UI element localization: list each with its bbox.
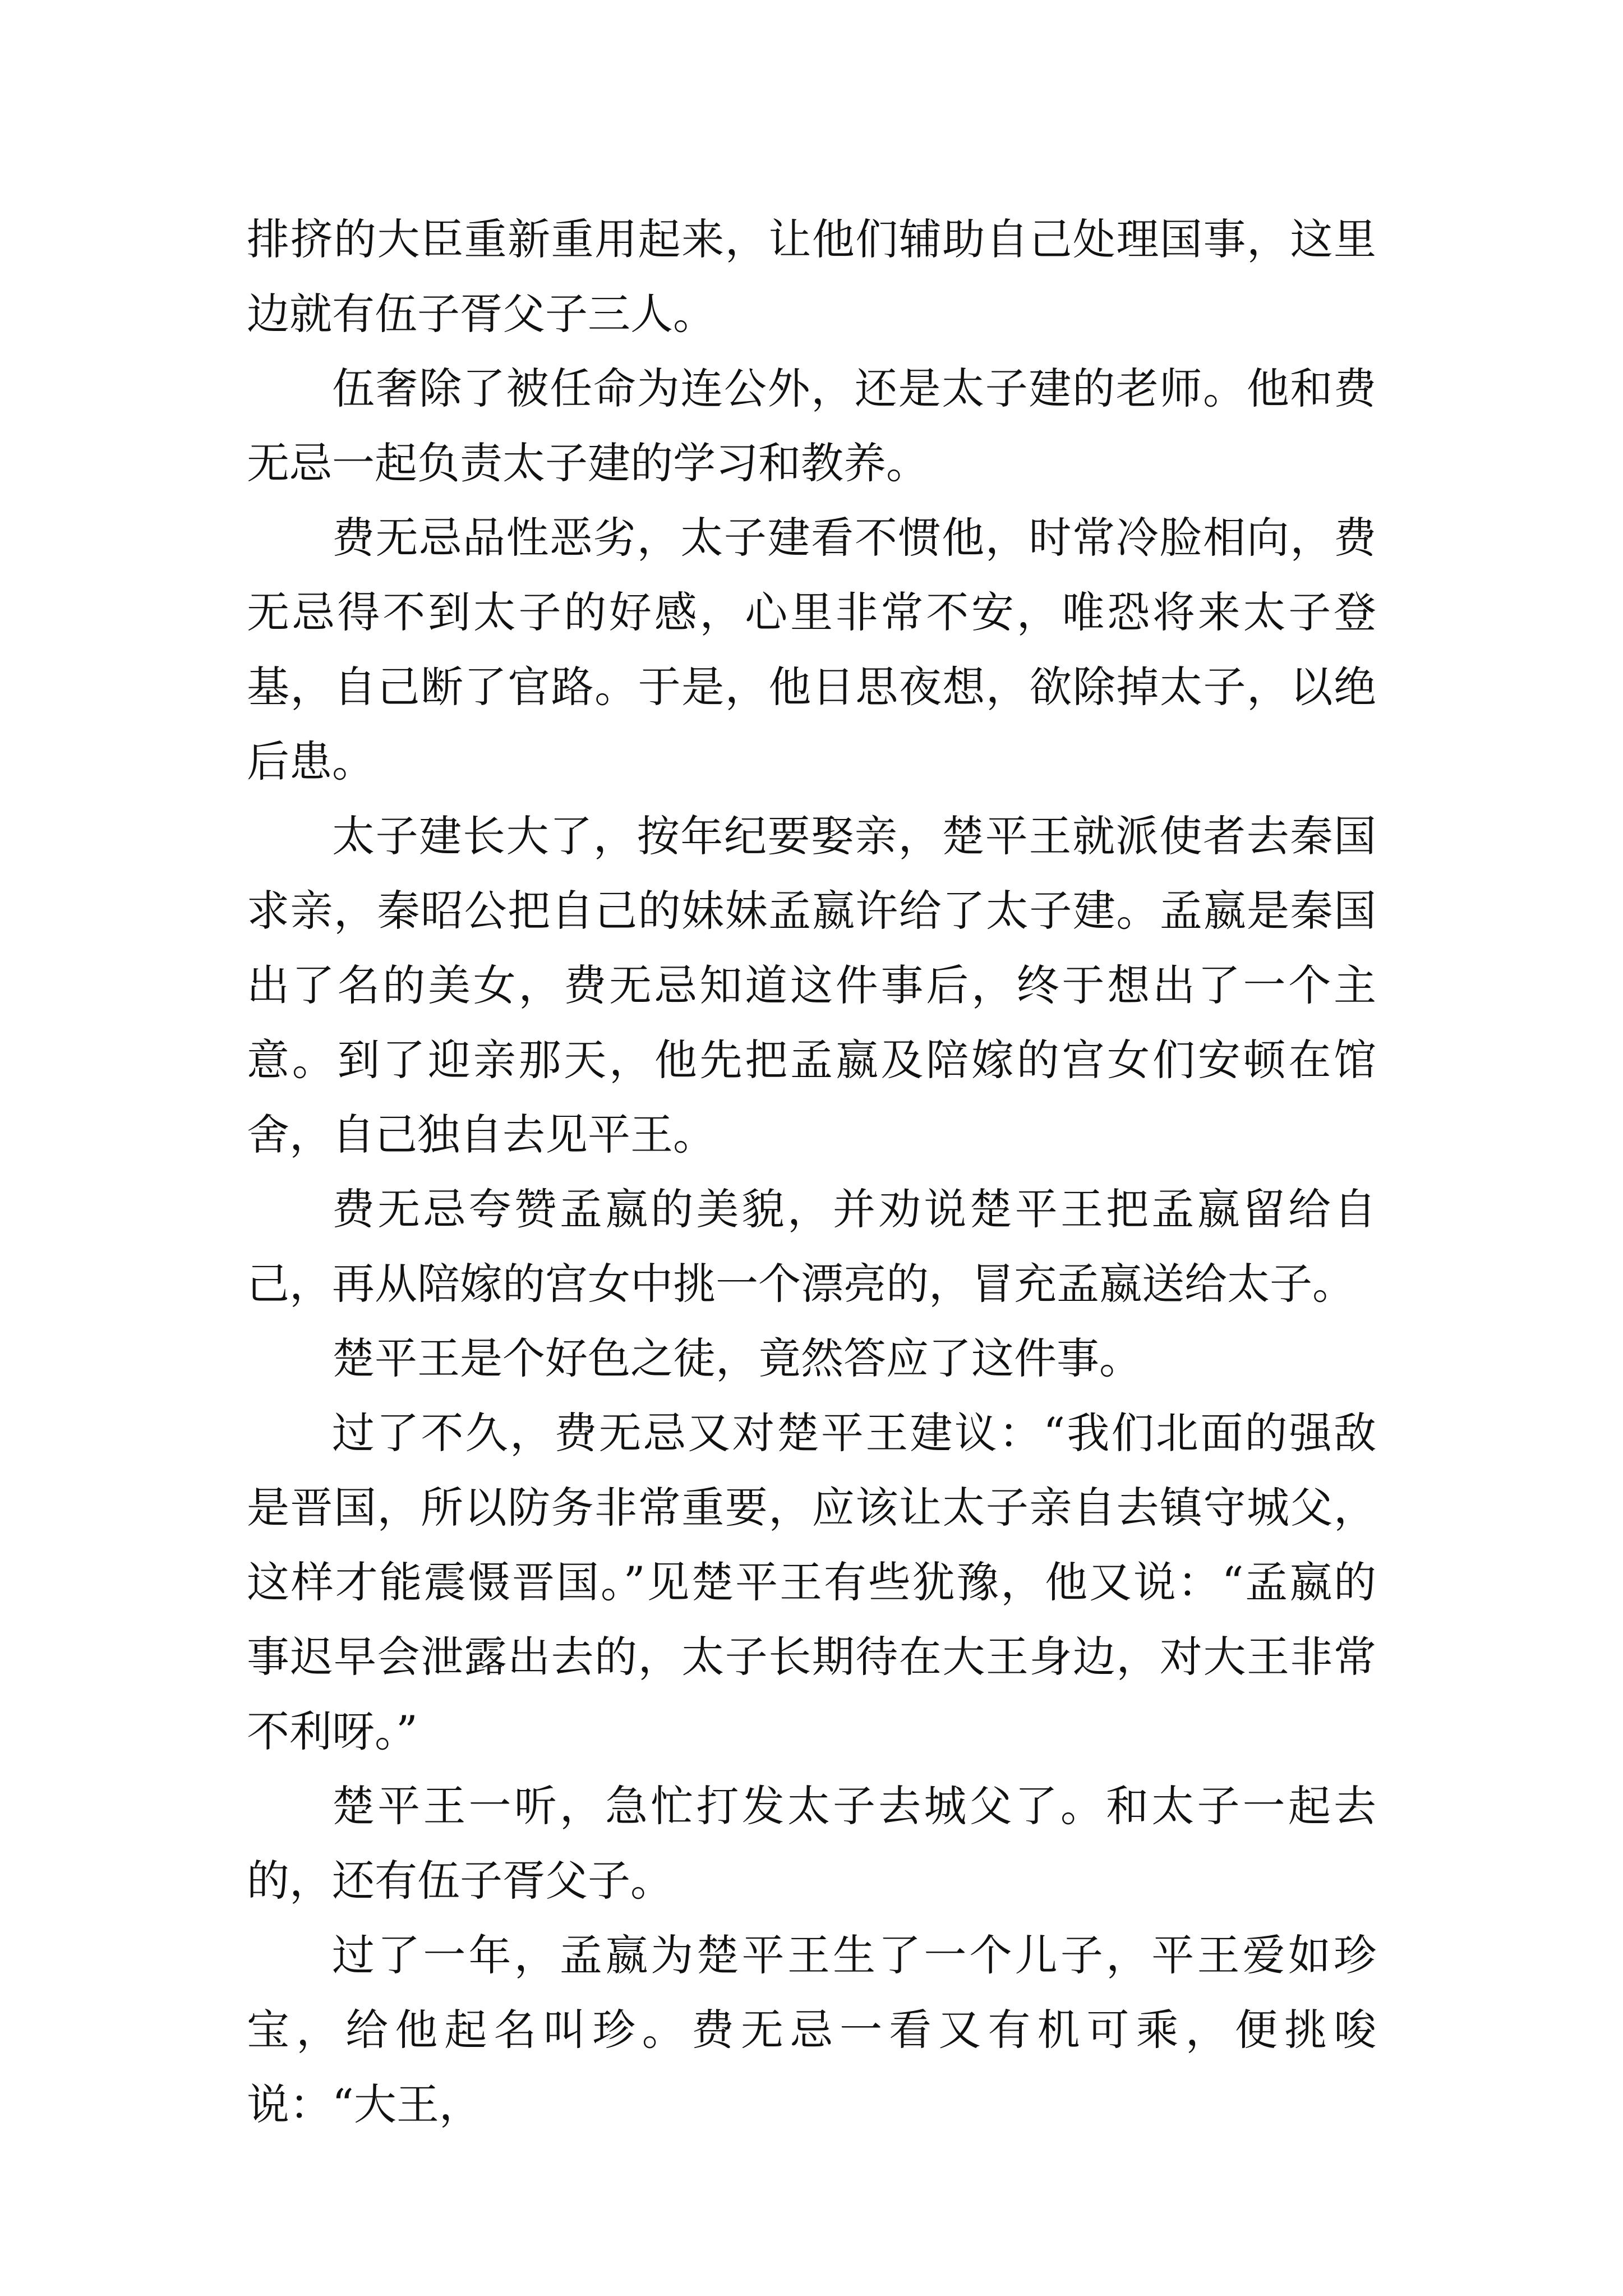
paragraph: 楚平王一听，急忙打发太子去城父了。和太子一起去的，还有伍子胥父子。 bbox=[247, 1781, 1376, 1906]
paragraph: 排挤的大臣重新重用起来，让他们辅助自己处理国事，这里边就有伍子胥父子三人。 bbox=[247, 214, 1376, 339]
paragraph: 费无忌品性恶劣，太子建看不惯他，时常冷脸相向，费无忌得不到太子的好感，心里非常不安，唯恐将来太子登基，自己断了官路。于是，他日思夜想，欲除掉太子，以绝后患。 bbox=[247, 513, 1376, 786]
paragraph: 过了不久，费无忌又对楚平王建议：“我们北面的强敌是晋国，所以防务非常重要，应该让太子亲自去镇守城父，这样才能震慑晋国。”见楚平王有些犹豫，他又说：“孟嬴的事迟早会泄露出去的，太子长期待在大王身边，对大王非常不利呀。” bbox=[247, 1408, 1376, 1756]
paragraph: 太子建长大了，按年纪要娶亲，楚平王就派使者去秦国求亲，秦昭公把自己的妹妹孟嬴许给了太子建。孟嬴是秦国出了名的美女，费无忌知道这件事后，终于想出了一个主意。到了迎亲那天，他先把孟嬴及陪嫁的宫女们安顿在馆舍，自己独自去见平王。 bbox=[247, 811, 1376, 1159]
body-text bbox=[247, 202, 1376, 2142]
paragraph: 伍奢除了被任命为连公外，还是太子建的老师。他和费无忌一起负责太子建的学习和教养。 bbox=[247, 364, 1376, 488]
paragraph: 费无忌夸赞孟嬴的美貌，并劝说楚平王把孟嬴留给自己，再从陪嫁的宫女中挑一个漂亮的，冒充孟嬴送给太子。 bbox=[247, 1184, 1376, 1309]
paragraph: 楚平王是个好色之徒，竟然答应了这件事。 bbox=[332, 1333, 1142, 1383]
paragraph: 过了一年，孟嬴为楚平王生了一个儿子，平王爱如珍宝，给他起名叫珍。费无忌一看又有机可乘，便挑唆说：“大王， bbox=[247, 1930, 1376, 2129]
